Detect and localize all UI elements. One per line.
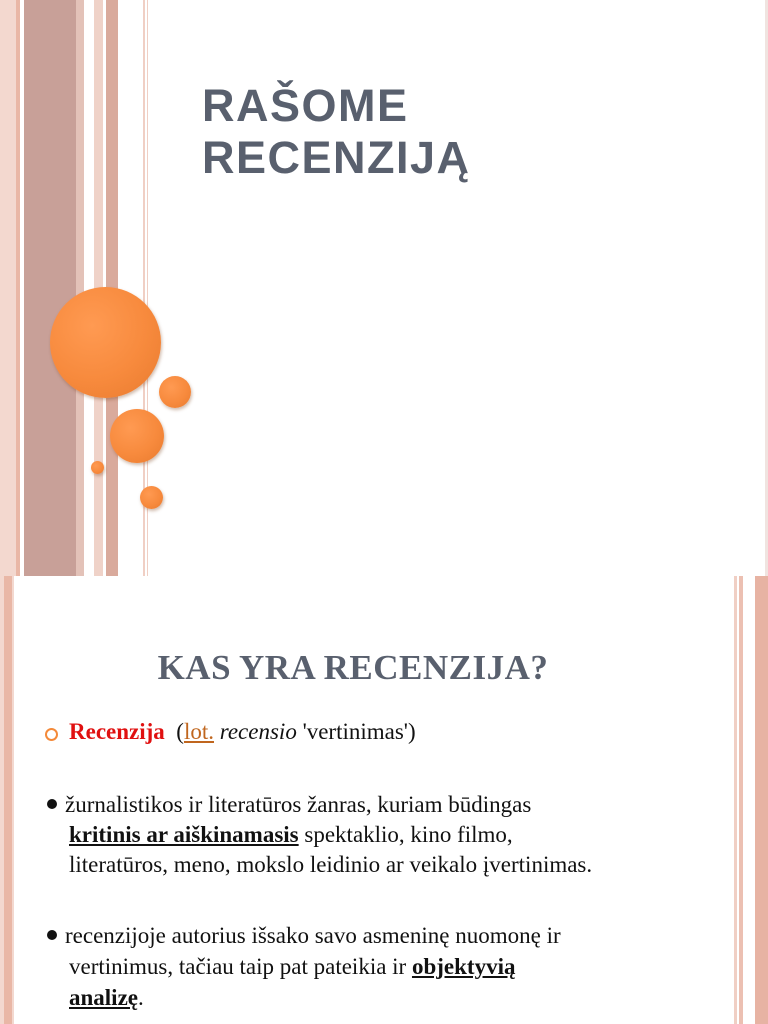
emphasized-text: analizę	[69, 985, 138, 1010]
term-recenzija: Recenzija	[69, 719, 165, 744]
bullet-line	[69, 852, 592, 878]
bullet-dot-icon	[47, 930, 57, 940]
paragraph-text: recenzijoje autorius išsako savo asmeninę nuomonę ir	[65, 923, 561, 948]
slide-title	[202, 80, 471, 184]
decorative-stripe	[0, 0, 16, 576]
decorative-stripe	[76, 0, 84, 576]
bullet-line	[47, 792, 531, 818]
large-orange-circle	[50, 287, 161, 398]
paragraph-text: spektaklio, kino filmo,	[304, 822, 513, 847]
bullet-line	[69, 822, 513, 848]
bullet-line	[69, 985, 144, 1011]
latin-word: recensio	[219, 719, 297, 744]
medium-orange-circle	[110, 409, 164, 463]
bullet-line	[47, 923, 561, 949]
decorative-stripe	[24, 0, 76, 576]
decorative-stripe	[743, 576, 755, 1024]
small-orange-circle	[159, 376, 191, 408]
decorative-stripe	[734, 576, 737, 1024]
definition-line	[69, 719, 416, 745]
slide-heading: KAS YRA RECENZIJA?	[157, 648, 549, 687]
paren-open: (	[176, 719, 184, 744]
translation: 'vertinimas')	[302, 719, 416, 744]
paragraph-text: literatūros, meno, mokslo leidinio ar veikalo įvertinimas.	[69, 852, 593, 877]
lot-link[interactable]: lot.	[183, 719, 214, 744]
content-slide	[0, 576, 768, 1024]
small-orange-circle	[140, 486, 163, 509]
decorative-stripe	[4, 576, 12, 1024]
title-line: RECENZIJĄ	[202, 132, 471, 183]
paragraph-text: žurnalistikos ir literatūros žanras, kuriam būdingas	[65, 792, 532, 817]
paragraph-text: vertinimus, tačiau taip pat pateikia ir	[69, 954, 407, 979]
bullet-line	[69, 954, 515, 980]
decorative-stripe	[12, 576, 14, 1024]
bullet-dot-icon	[47, 799, 57, 809]
emphasized-text: kritinis ar aiškinamasis	[69, 822, 299, 847]
decorative-stripe	[755, 576, 768, 1024]
paragraph-text: .	[138, 985, 144, 1010]
emphasized-text: objektyvią	[411, 954, 516, 979]
title-line: RAŠOME	[202, 80, 409, 131]
ring-bullet-icon	[45, 728, 58, 741]
tiny-orange-circle	[91, 461, 104, 474]
